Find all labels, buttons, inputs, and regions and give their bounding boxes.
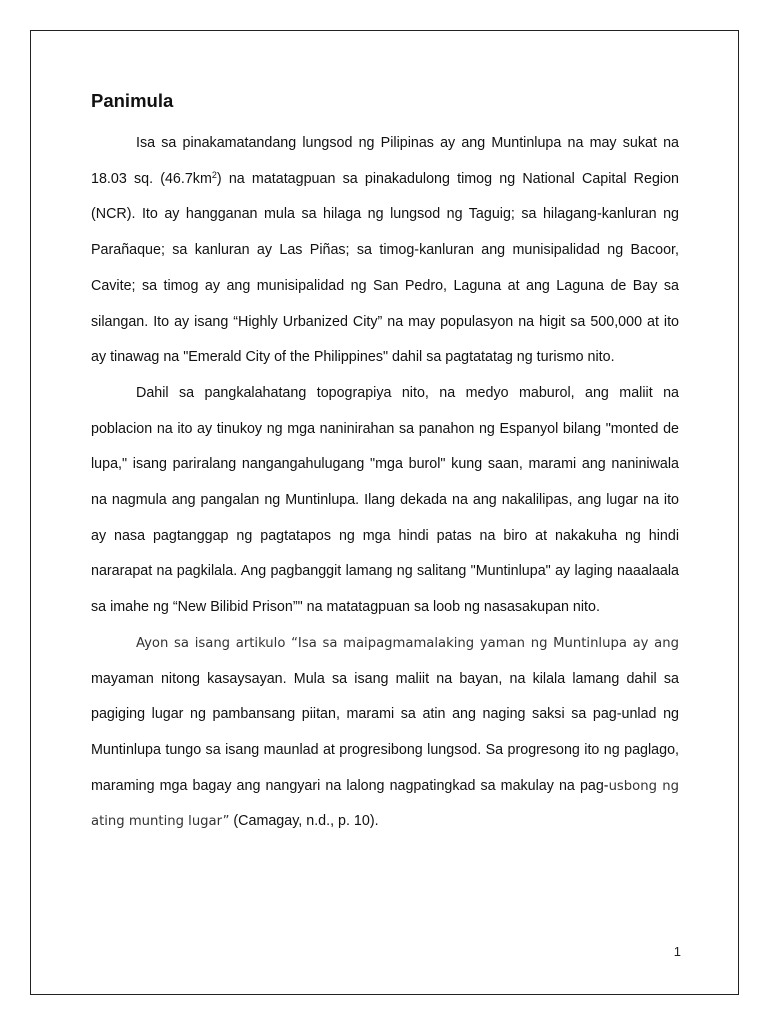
paragraph-2-text: Dahil sa pangkalahatang topograpiya nito, na medyo maburol, ang maliit na poblacion na ito ay tinukoy ng mga naninirahan sa panahon ng Espanyol bilang "monted de lupa," isang pariralang nangangahulugang "mga burol" kung saan, marami ang naniniwala na nagmula ang pangalan ng Muntinlupa. Ilang dekada na ang nakalilipas, ang lugar na ito ay nasa pagtanggap ng pagtatapos ng mga hindi patas na biro at nakakuha ng hindi nararapat na pagkilala. Ang pagbanggit lamang ng salitang "Muntinlupa" ay laging naaalaala sa imahe ng “New Bilibid Prison”" na matatagpuan sa loob ng nasasakupan nito.	[91, 384, 679, 616]
section-heading: Panimula	[91, 90, 174, 111]
paragraph-3-text: mayaman nitong kasaysayan. Mula sa isang maliit na bayan, na kilala lamang dahil sa pagiging lugar ng pambansang piitan, marami sa atin ang naging saksi sa pag-unlad ng Muntinlupa tungo sa isang maunlad at progresibong lungsod. Sa progresong ito ng paglago, maraming mga bagay ang nangyari na lalong nagpatingkad sa makulay na pag-	[91, 670, 679, 794]
paragraph-1-text-b: ) na matatagpuan sa pinakadulong timog ng National Capital Region (NCR). Ito ay hangganan mula sa hilaga ng lungsod ng Taguig; sa hilagang-kanluran ng Parañaque; sa kanluran ay Las Piñas; sa timog-kanluran ang munisipalidad ng Bacoor, Cavite; sa timog ay ang munisipalidad ng San Pedro, Laguna at ang Laguna de Bay sa silangan. Ito ay isang “Highly Urbanized City” na may populasyon na higit sa 500,000 at ito ay tinawag na "Emerald City of the Philippines" dahil sa pagtatatag ng turismo nito.	[91, 170, 679, 366]
superscript-2: 2	[211, 169, 217, 180]
paragraph-1-text-a: Isa sa pinakamatandang lungsod ng Pilipinas ay ang Muntinlupa na may sukat na 18.03 sq. (46.7km	[91, 135, 679, 187]
document-page	[30, 30, 739, 995]
paragraph-3-quote-start: Ayon sa isang artikulo “Isa sa maipagmamalaking yaman ng Muntinlupa ay ang	[136, 635, 679, 651]
paragraph-3-quote-end: usbong ng ating munting lugar”	[91, 778, 679, 830]
paragraph-3	[91, 626, 679, 840]
page-number: 1	[673, 944, 681, 959]
paragraph-2	[91, 376, 679, 626]
paragraph-1	[91, 126, 679, 376]
document-body	[91, 89, 679, 840]
paragraph-3-citation: (Camagay, n.d., p. 10).	[229, 813, 379, 830]
